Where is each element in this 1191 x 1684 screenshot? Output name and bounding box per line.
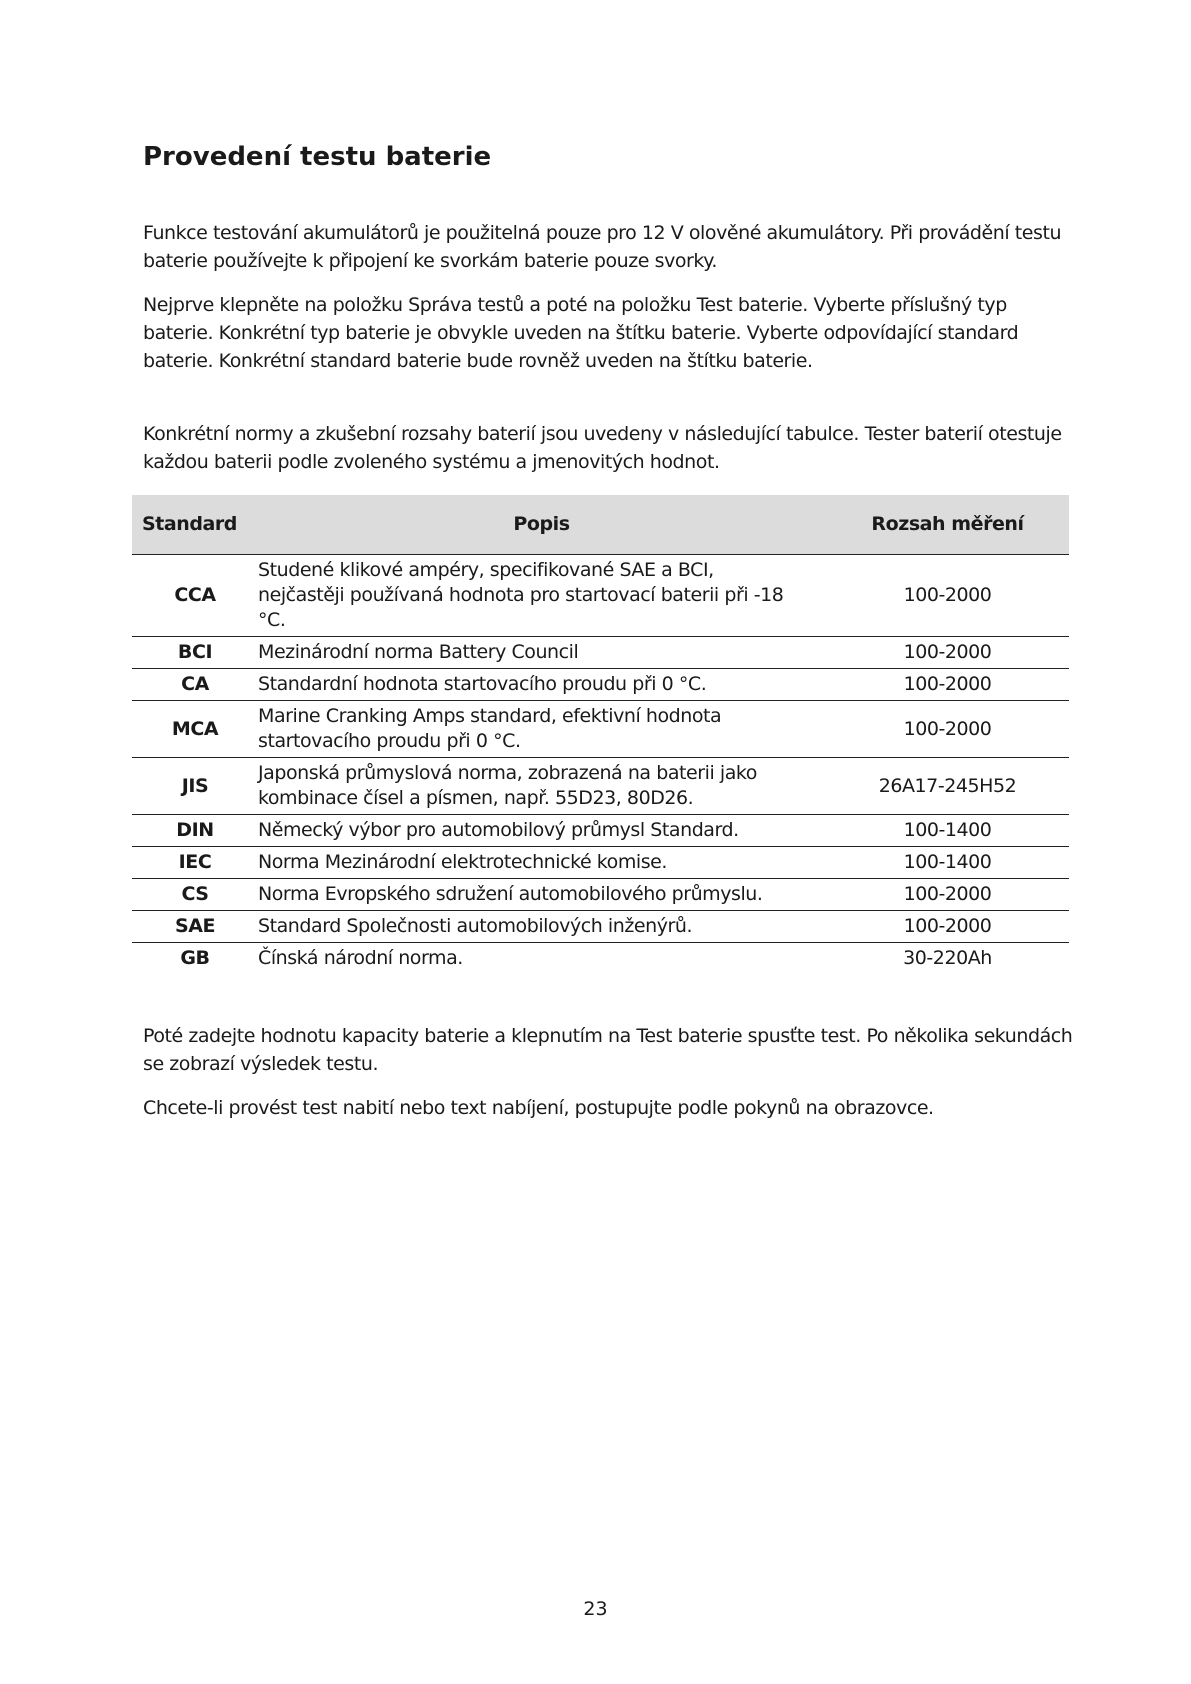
cell-description: Norma Evropského sdružení automobilového průmyslu.	[258, 879, 826, 911]
cell-range: 100-2000	[826, 669, 1069, 701]
cell-standard: CA	[132, 669, 258, 701]
cell-range: 26A17-245H52	[826, 758, 1069, 815]
cell-standard: SAE	[132, 911, 258, 943]
paragraph-instructions: Nejprve klepněte na položku Správa testů a poté na položku Test baterie. Vyberte příslušný typ baterie. Konkrétní typ baterie je obvykle uveden na štítku baterie. Vyberte odpovídající standard baterie. Konkrétní standard baterie bude rovněž uveden na štítku baterie.	[143, 294, 1019, 372]
header-standard: Standard	[132, 495, 258, 555]
cell-range: 30-220Ah	[903, 947, 992, 969]
cell-standard: CS	[132, 879, 258, 911]
cell-range: 100-1400	[826, 815, 1069, 847]
cell-description: Norma Mezinárodní elektrotechnické komise.	[258, 847, 826, 879]
cell-standard: GB	[180, 947, 210, 969]
cell-standard: DIN	[132, 815, 258, 847]
cell-standard: BCI	[132, 637, 258, 669]
table-row	[132, 758, 1069, 815]
cell-standard: CCA	[132, 555, 258, 637]
cell-description: Standardní hodnota startovacího proudu při 0 °C.	[258, 669, 826, 701]
cell-standard: JIS	[132, 758, 258, 815]
paragraph-table-intro: Konkrétní normy a zkušební rozsahy baterií jsou uvedeny v následující tabulce. Tester baterií otestuje každou baterii podle zvoleného systému a jmenovitých hodnot.	[143, 423, 1062, 473]
cell-description: Japonská průmyslová norma, zobrazená na baterii jako kombinace čísel a písmen, např. 55D23, 80D26.	[258, 758, 826, 815]
cell-standard: MCA	[132, 701, 258, 758]
table-row	[132, 879, 1069, 911]
cell-range: 100-2000	[826, 879, 1069, 911]
paragraph-charging: Chcete-li provést test nabití nebo text nabíjení, postupujte podle pokynů na obrazovce.	[143, 1097, 934, 1119]
paragraph-capacity: Poté zadejte hodnotu kapacity baterie a klepnutím na Test baterie spusťte test. Po několika sekundách se zobrazí výsledek testu.	[143, 1025, 1073, 1075]
table-row	[132, 701, 1069, 758]
cell-description: Mezinárodní norma Battery Council	[258, 637, 826, 669]
table-row	[132, 847, 1069, 879]
table-row	[132, 911, 1069, 943]
cell-standard: IEC	[132, 847, 258, 879]
table-row	[132, 669, 1069, 701]
page-number: 23	[583, 1598, 608, 1620]
cell-description: Německý výbor pro automobilový průmysl Standard.	[258, 815, 826, 847]
standards-table	[132, 495, 1069, 974]
table-row	[132, 555, 1069, 637]
cell-description: Čínská národní norma.	[258, 947, 463, 969]
cell-range: 100-2000	[826, 555, 1069, 637]
table-row	[132, 943, 1069, 975]
paragraph-intro: Funkce testování akumulátorů je použitelná pouze pro 12 V olověné akumulátory. Při provádění testu baterie používejte k připojení ke svorkám baterie pouze svorky.	[143, 222, 1062, 272]
cell-range: 100-2000	[826, 911, 1069, 943]
cell-range: 100-2000	[826, 637, 1069, 669]
header-range: Rozsah měření	[826, 495, 1069, 555]
cell-description: Standard Společnosti automobilových inženýrů.	[258, 911, 826, 943]
table-header-row	[132, 495, 1069, 555]
table-row	[132, 637, 1069, 669]
cell-range: 100-2000	[826, 701, 1069, 758]
cell-description: Marine Cranking Amps standard, efektivní hodnota startovacího proudu při 0 °C.	[258, 701, 826, 758]
page-title: Provedení testu baterie	[143, 142, 492, 172]
cell-description: Studené klikové ampéry, specifikované SAE a BCI, nejčastěji používaná hodnota pro startovací baterii při -18 °C.	[258, 555, 826, 637]
cell-range: 100-1400	[826, 847, 1069, 879]
header-popis: Popis	[258, 495, 826, 555]
table-row	[132, 815, 1069, 847]
